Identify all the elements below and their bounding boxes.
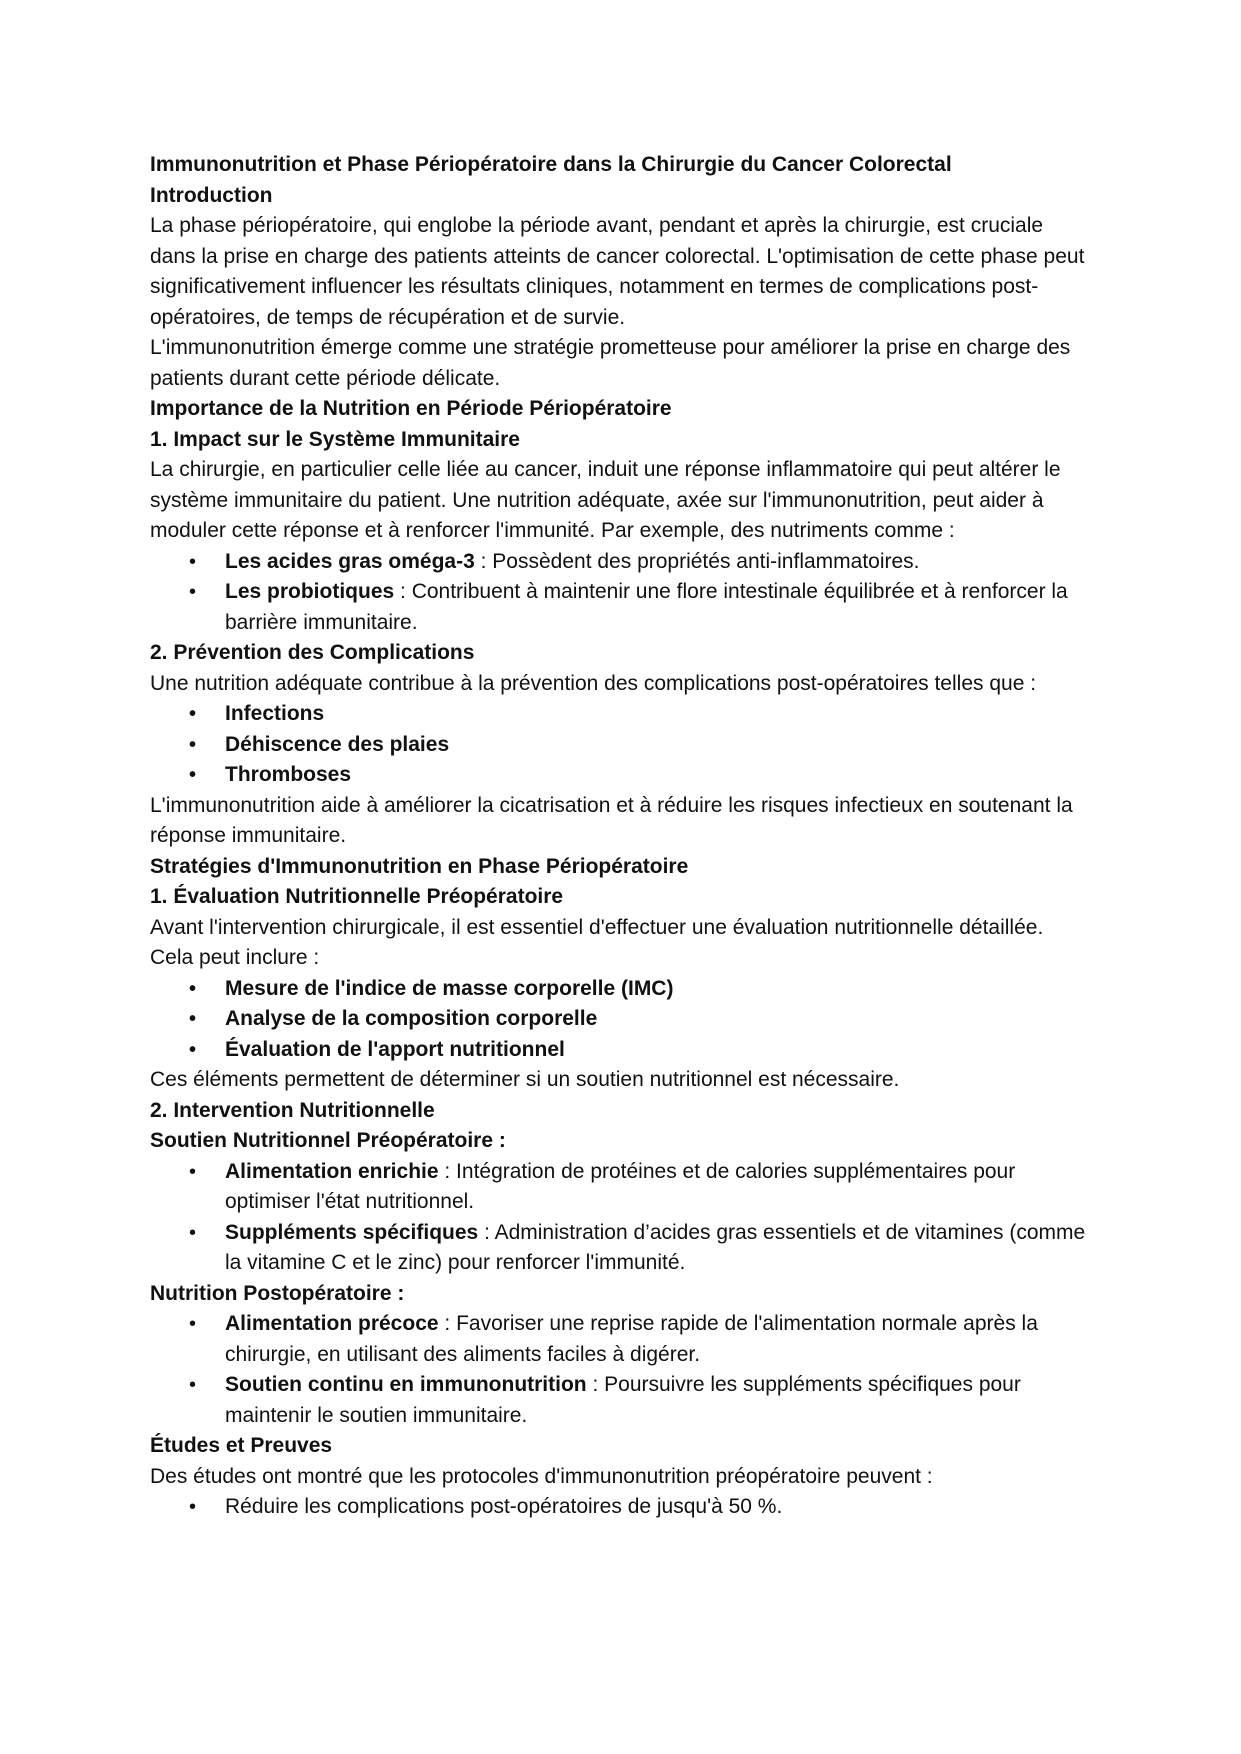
- list-item-term: Soutien continu en immunonutrition: [225, 1373, 587, 1396]
- studies-list: [150, 1492, 1090, 1523]
- section-heading-importance: Importance de la Nutrition en Période Périopératoire: [150, 397, 672, 420]
- preop-heading: Soutien Nutritionnel Préopératoire :: [150, 1129, 506, 1152]
- list-item-term: Les probiotiques: [225, 580, 395, 603]
- document-page: [150, 150, 1090, 1523]
- document-title: Immunonutrition et Phase Périopératoire dans la Chirurgie du Cancer Colorectal: [150, 153, 952, 176]
- intro-heading: Introduction: [150, 183, 273, 207]
- list-item: [150, 1370, 1090, 1431]
- list-item-desc: : Possèdent des propriétés anti-inflammatoires.: [474, 549, 920, 573]
- nutrient-list: [150, 547, 1090, 639]
- list-item-term: Les acides gras oméga-3: [225, 549, 475, 573]
- subsection-heading-prevention: 2. Prévention des Complications: [150, 641, 475, 664]
- list-item: • Mesure de l'indice de masse corporelle (IMC): [150, 974, 1090, 1005]
- section-heading-strategies: Stratégies d'Immunonutrition en Phase Périopératoire: [150, 854, 689, 878]
- subsection-heading-evaluation: 1. Évaluation Nutritionnelle Préopératoire: [150, 885, 564, 908]
- list-item-desc: : Favoriser une reprise rapide de l'alimentation normale après la chirurgie, en utilisant des aliments faciles à digérer.: [225, 1312, 1038, 1366]
- list-item: [150, 547, 1090, 578]
- list-item: • Thromboses: [150, 760, 1090, 791]
- prevention-paragraph: Une nutrition adéquate contribue à la prévention des complications post-opératoires telles que :: [150, 671, 1037, 695]
- studies-paragraph: Des études ont montré que les protocoles d'immunonutrition préopératoire peuvent :: [150, 1464, 933, 1488]
- subsection-heading-immune: 1. Impact sur le Système Immunitaire: [150, 427, 520, 451]
- evaluation-list: [150, 974, 1090, 1066]
- list-item-desc: : Intégration de protéines et de calories supplémentaires pour optimiser l'état nutritionnel.: [225, 1159, 1016, 1213]
- list-item: • Analyse de la composition corporelle: [150, 1004, 1090, 1035]
- list-item-desc: : Contribuent à maintenir une flore intestinale équilibrée et à renforcer la barrière immunitaire.: [225, 580, 1068, 634]
- list-item-desc: : Administration d’acides gras essentiels et de vitamines (comme la vitamine C et le zinc) pour renforcer l'immunité.: [225, 1220, 1086, 1274]
- subsection-heading-intervention: 2. Intervention Nutritionnelle: [150, 1098, 435, 1122]
- intro-paragraph: La phase périopératoire, qui englobe la période avant, pendant et après la chirurgie, est cruciale dans la prise en charge des patients atteints de cancer colorectal. L'optimisation de cette phase peut significativement influencer les résultats cliniques, notamment en termes de complications post-opératoires, de temps de récupération et de survie.: [150, 214, 1085, 329]
- preop-list: [150, 1157, 1090, 1279]
- intro-paragraph-2: L'immunonutrition émerge comme une stratégie prometteuse pour améliorer la prise en charge des patients durant cette période délicate.: [150, 336, 1071, 390]
- postop-list: [150, 1309, 1090, 1431]
- list-item: [150, 1218, 1090, 1279]
- list-item: • Réduire les complications post-opératoires de jusqu'à 50 %.: [150, 1492, 1090, 1523]
- list-item: [150, 1309, 1090, 1370]
- postop-heading: Nutrition Postopératoire :: [150, 1281, 405, 1305]
- immune-paragraph: La chirurgie, en particulier celle liée au cancer, induit une réponse inflammatoire qui peut altérer le système immunitaire du patient. Une nutrition adéquate, axée sur l'immunonutrition, peut aider à moduler cette réponse et à renforcer l'immunité. Par exemple, des nutriments comme :: [150, 458, 1061, 542]
- evaluation-paragraph: Avant l'intervention chirurgicale, il est essentiel d'effectuer une évaluation nutritionnelle détaillée. Cela peut inclure :: [150, 915, 1044, 969]
- list-item-term: Alimentation précoce: [225, 1312, 439, 1335]
- list-item: • Déhiscence des plaies: [150, 730, 1090, 761]
- evaluation-paragraph-2: Ces éléments permettent de déterminer si un soutien nutritionnel est nécessaire.: [150, 1068, 900, 1091]
- list-item-desc: : Poursuivre les suppléments spécifiques pour maintenir le soutien immunitaire.: [225, 1373, 1021, 1427]
- list-item-term: Suppléments spécifiques: [225, 1220, 479, 1244]
- prevention-paragraph-2: L'immunonutrition aide à améliorer la cicatrisation et à réduire les risques infectieux en soutenant la réponse immunitaire.: [150, 793, 1073, 847]
- list-item-term: Alimentation enrichie: [225, 1159, 439, 1183]
- list-item: [150, 1157, 1090, 1218]
- complications-list: [150, 699, 1090, 791]
- list-item: • Infections: [150, 699, 1090, 730]
- list-item: [150, 577, 1090, 638]
- section-heading-studies: Études et Preuves: [150, 1434, 333, 1457]
- list-item: • Évaluation de l'apport nutritionnel: [150, 1035, 1090, 1066]
